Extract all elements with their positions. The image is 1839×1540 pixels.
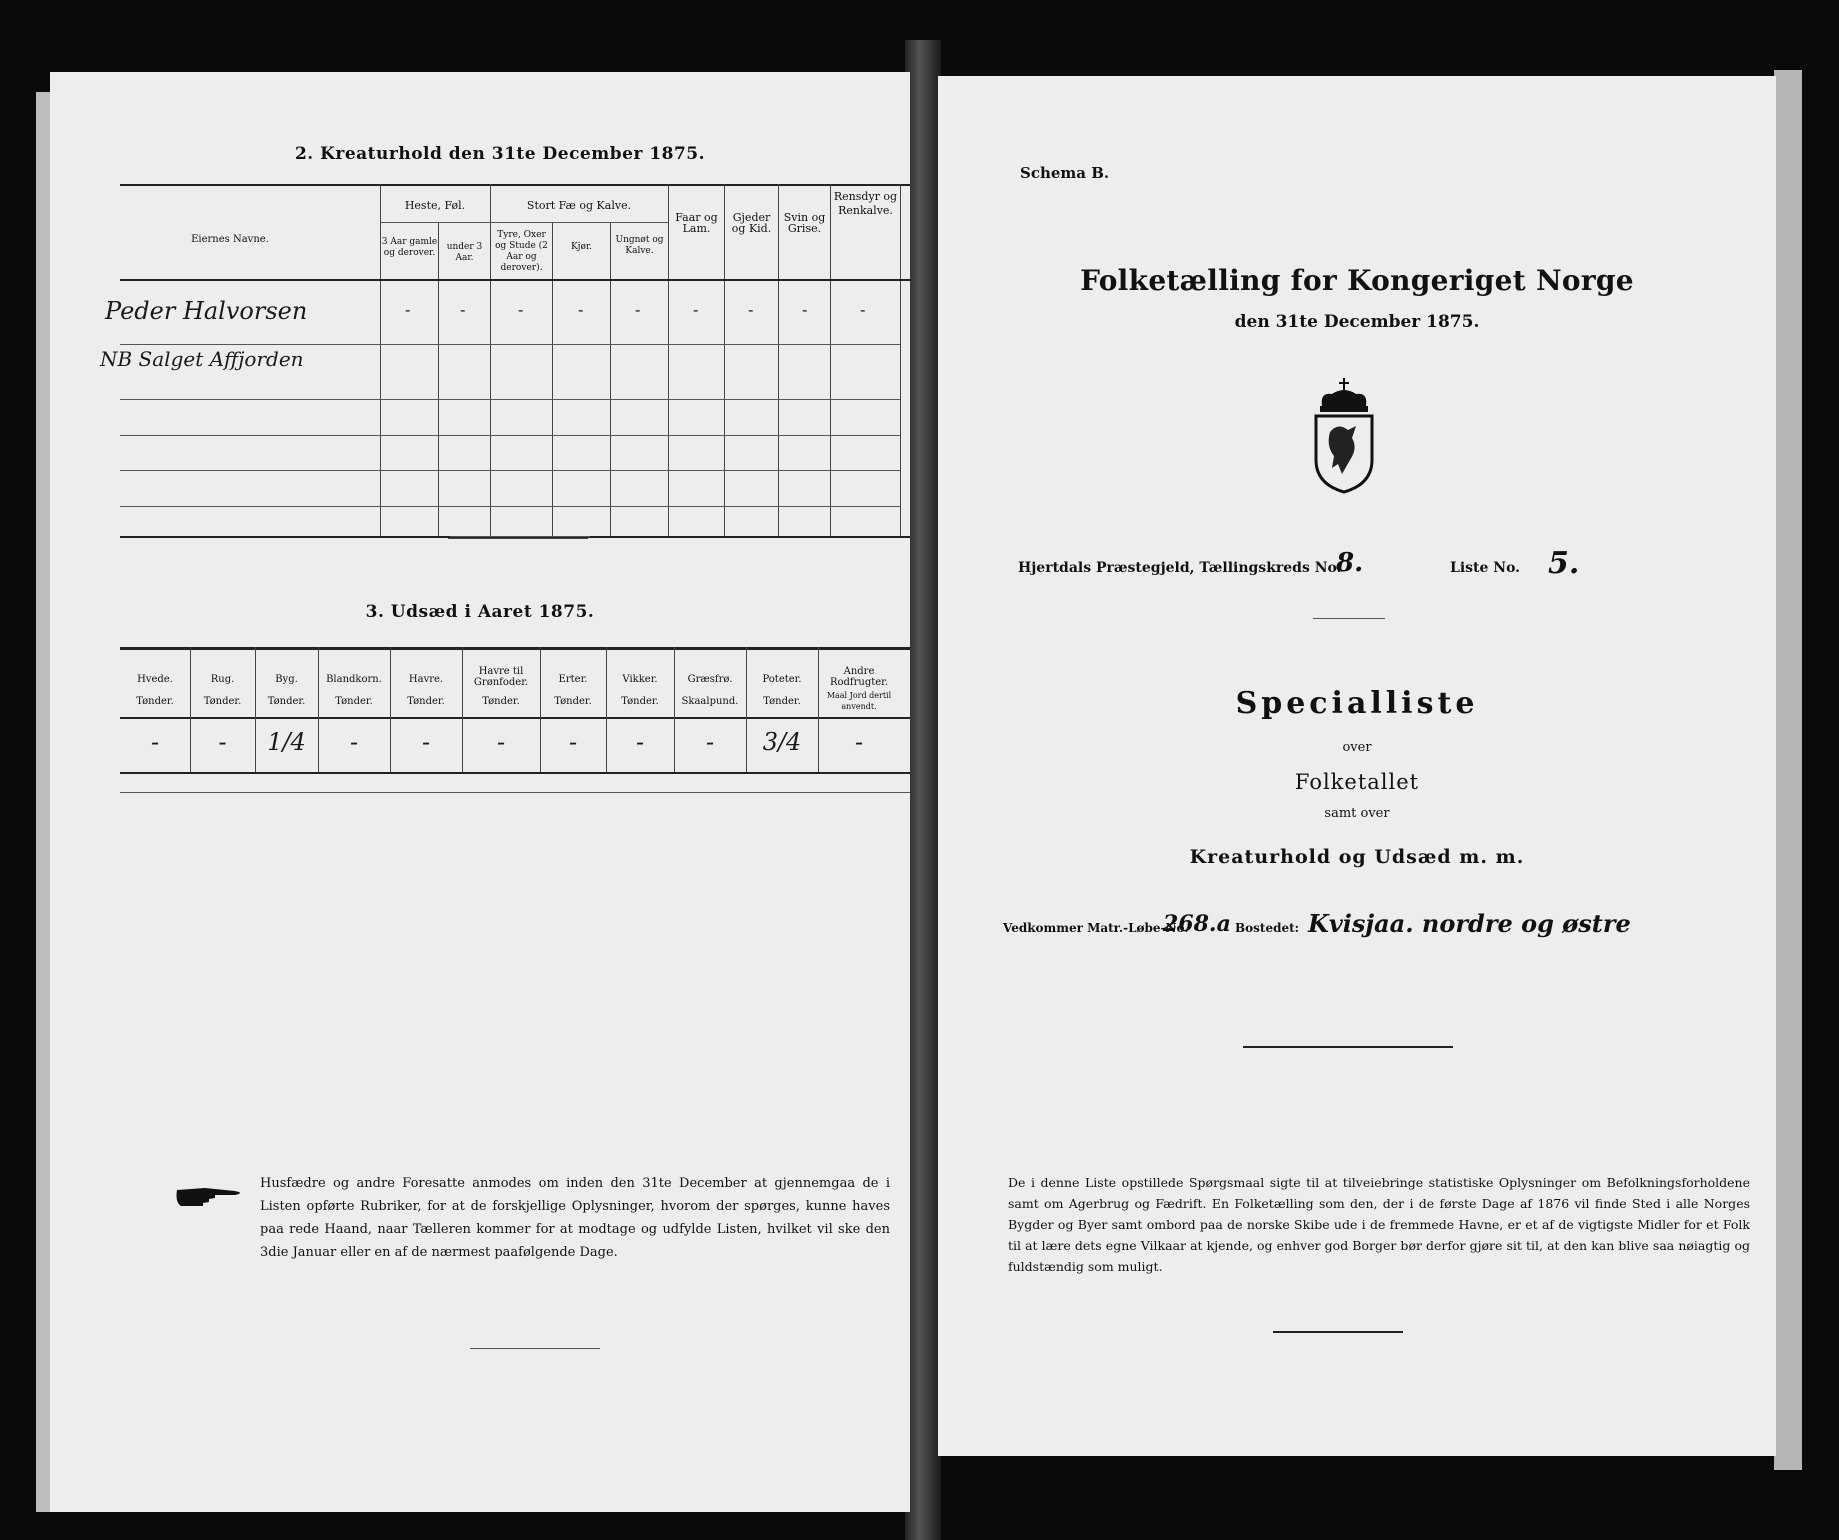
crop-header-unit: Tønder. bbox=[554, 696, 592, 707]
crop-value: - bbox=[349, 728, 359, 756]
crop-value: - bbox=[150, 728, 160, 756]
census-date: den 31te December 1875. bbox=[1234, 312, 1480, 332]
section3-title: 3. Udsæd i Aaret 1875. bbox=[365, 602, 595, 622]
over-text: over bbox=[1342, 740, 1372, 755]
reindeer-header: Rensdyr og Renkalve. bbox=[833, 190, 898, 217]
section-divider-visible bbox=[448, 538, 588, 539]
horses-sub1-header: 3 Aar gamle og derover. bbox=[381, 237, 438, 258]
crop-header-name: Havre til Grønfoder. bbox=[473, 666, 529, 688]
crop-header-name: Havre. bbox=[408, 674, 444, 685]
header-bottom-rule bbox=[120, 279, 910, 281]
right-mid-rule bbox=[1243, 1046, 1453, 1048]
cattle-header: Stort Fæ og Kalve. bbox=[526, 199, 632, 212]
district-number: 8. bbox=[1336, 548, 1364, 578]
owner-name-2: NB Salget Affjorden bbox=[100, 347, 304, 371]
livestock-value: - bbox=[748, 300, 754, 319]
pointing-hand-icon bbox=[175, 1182, 247, 1208]
crop-value: - bbox=[568, 728, 578, 756]
left-page bbox=[50, 72, 910, 1512]
livestock-value: - bbox=[635, 300, 641, 319]
crop-value: - bbox=[218, 728, 227, 756]
crop-value: - bbox=[854, 728, 864, 756]
sheep-header: Faar og Lam. bbox=[675, 211, 718, 235]
crop-header-name: Andre Rodfrugter. bbox=[829, 666, 889, 688]
left-notice-text: Husfædre og andre Foresatte anmodes om inden den 31te December at gjennemgaa de i Listen opførte Rubriker, for at de forskjellige Oplysninger, hvorom der spørges, kunne haves paa rede Haand, naar Tælleren kommer for at modtage og udfylde Listen, hvilket vil ske den 3die Januar eller en af de nærmest paafølgende Dage. bbox=[260, 1176, 890, 1260]
crop-value: 3/4 bbox=[762, 728, 802, 756]
list-label: Liste No. bbox=[1450, 560, 1521, 576]
crop-header-name: Erter. bbox=[558, 674, 588, 685]
owner-header: Eiernes Navne. bbox=[191, 234, 269, 245]
crop-value: 1/4 bbox=[267, 728, 306, 756]
crop-header-name: Rug. bbox=[210, 674, 235, 685]
district-label: Hjertdals Præstegjeld, Tællingskreds No. bbox=[1018, 560, 1342, 576]
matr-number: 268.a bbox=[1163, 911, 1231, 937]
owner-name-1: Peder Halvorsen bbox=[105, 297, 308, 325]
crop-header-unit: Maal Jord dertil anvendt. bbox=[826, 691, 892, 711]
livestock-value: - bbox=[460, 300, 466, 319]
crop-value: - bbox=[635, 728, 645, 756]
bosted-label: Bostedet: bbox=[1235, 921, 1300, 935]
right-notice-text: De i denne Liste opstillede Spørgsmaal sigte til at tilveiebringe statistiske Oplysninger om Befolkningsforholdene samt om Agerbrug og Fædrift. En Folketælling som den, der i de første Dage af 1876 vil finde Sted i alle Norges Bygder og Byer samt ombord paa de norske Skibe ude i de fremmede Havne, er et af de vigtigste Midler for et Folk til at lære dets egne Vilkaar at kjende, og enhver god Borger bør derfor gjøre sit til, at den kan blive saa nøiagtig og fuldstændig som muligt. bbox=[1008, 1175, 1750, 1274]
livestock-value: - bbox=[405, 300, 411, 319]
right-page bbox=[938, 76, 1776, 1456]
crop-header-unit: Tønder. bbox=[335, 696, 373, 707]
livestock-values-row bbox=[390, 300, 900, 320]
list-number: 5. bbox=[1548, 546, 1580, 581]
crop-header-name: Blandkorn. bbox=[326, 674, 382, 685]
crop-value: - bbox=[496, 728, 506, 756]
crop-header-name: Vikker. bbox=[622, 674, 658, 685]
book-spine bbox=[905, 40, 941, 1540]
folketallet-text: Folketallet bbox=[1294, 770, 1420, 794]
crop-header-unit: Tønder. bbox=[203, 696, 242, 707]
right-page-edge bbox=[1774, 70, 1802, 1470]
livestock-value: - bbox=[802, 300, 808, 319]
census-title: Folketælling for Kongeriget Norge bbox=[1080, 264, 1634, 297]
short-rule-right-top bbox=[1313, 618, 1385, 619]
bosted-value: Kvisjaa. nordre og østre bbox=[1308, 909, 1631, 938]
matr-label: Vedkommer Matr.-Løbe-No. bbox=[1003, 921, 1189, 935]
right-bottom-rule bbox=[1273, 1331, 1403, 1333]
goats-header: Gjeder og Kid. bbox=[731, 211, 772, 235]
crop-value: - bbox=[705, 728, 715, 756]
pigs-header: Svin og Grise. bbox=[783, 211, 826, 235]
crop-base-rule bbox=[120, 792, 910, 793]
horses-header: Heste, Føl. bbox=[404, 199, 466, 212]
crop-header-unit: Tønder. bbox=[136, 696, 174, 707]
livestock-value: - bbox=[518, 300, 524, 319]
crop-header-unit: Tønder. bbox=[482, 696, 520, 707]
crop-value: - bbox=[421, 728, 431, 756]
crop-header-unit: Tønder. bbox=[267, 696, 306, 707]
coat-of-arms-icon bbox=[1308, 376, 1380, 494]
crop-header-name: Byg. bbox=[275, 674, 298, 685]
livestock-value: - bbox=[860, 300, 866, 319]
livestock-value: - bbox=[578, 300, 584, 319]
crop-header-unit: Tønder. bbox=[407, 696, 445, 707]
livestock-value: - bbox=[693, 300, 699, 319]
crop-table-top-rule bbox=[120, 647, 910, 650]
crop-header-name: Hvede. bbox=[137, 674, 173, 685]
district-line bbox=[1018, 546, 1776, 584]
kreaturhold-text: Kreaturhold og Udsæd m. m. bbox=[1189, 846, 1525, 868]
crop-header-unit: Skaalpund. bbox=[681, 696, 739, 707]
crop-header-name: Poteter. bbox=[762, 674, 802, 685]
specialliste-heading: Specialliste bbox=[1235, 686, 1479, 721]
crop-bottom-rule bbox=[120, 772, 910, 774]
matr-line bbox=[1003, 909, 1773, 949]
bottom-short-rule bbox=[470, 1348, 600, 1349]
crop-header-rule bbox=[120, 717, 910, 719]
horses-sub2-header: under 3 Aar. bbox=[446, 242, 483, 263]
cattle-sub1-header: Tyre, Oxer og Stude (2 Aar og derover). bbox=[495, 230, 548, 273]
section2-title: 2. Kreaturhold den 31te December 1875. bbox=[294, 144, 706, 164]
schema-label: Schema B. bbox=[1020, 164, 1110, 182]
cattle-sub3-header: Ungnøt og Kalve. bbox=[615, 235, 664, 256]
crop-header-unit: Tønder. bbox=[763, 696, 801, 707]
samt-over-text: samt over bbox=[1324, 806, 1390, 821]
crop-header-unit: Tønder. bbox=[621, 696, 659, 707]
table-top-rule bbox=[120, 184, 910, 186]
cattle-sub2-header: Kjør. bbox=[570, 242, 593, 252]
crop-header-name: Græsfrø. bbox=[687, 674, 733, 685]
